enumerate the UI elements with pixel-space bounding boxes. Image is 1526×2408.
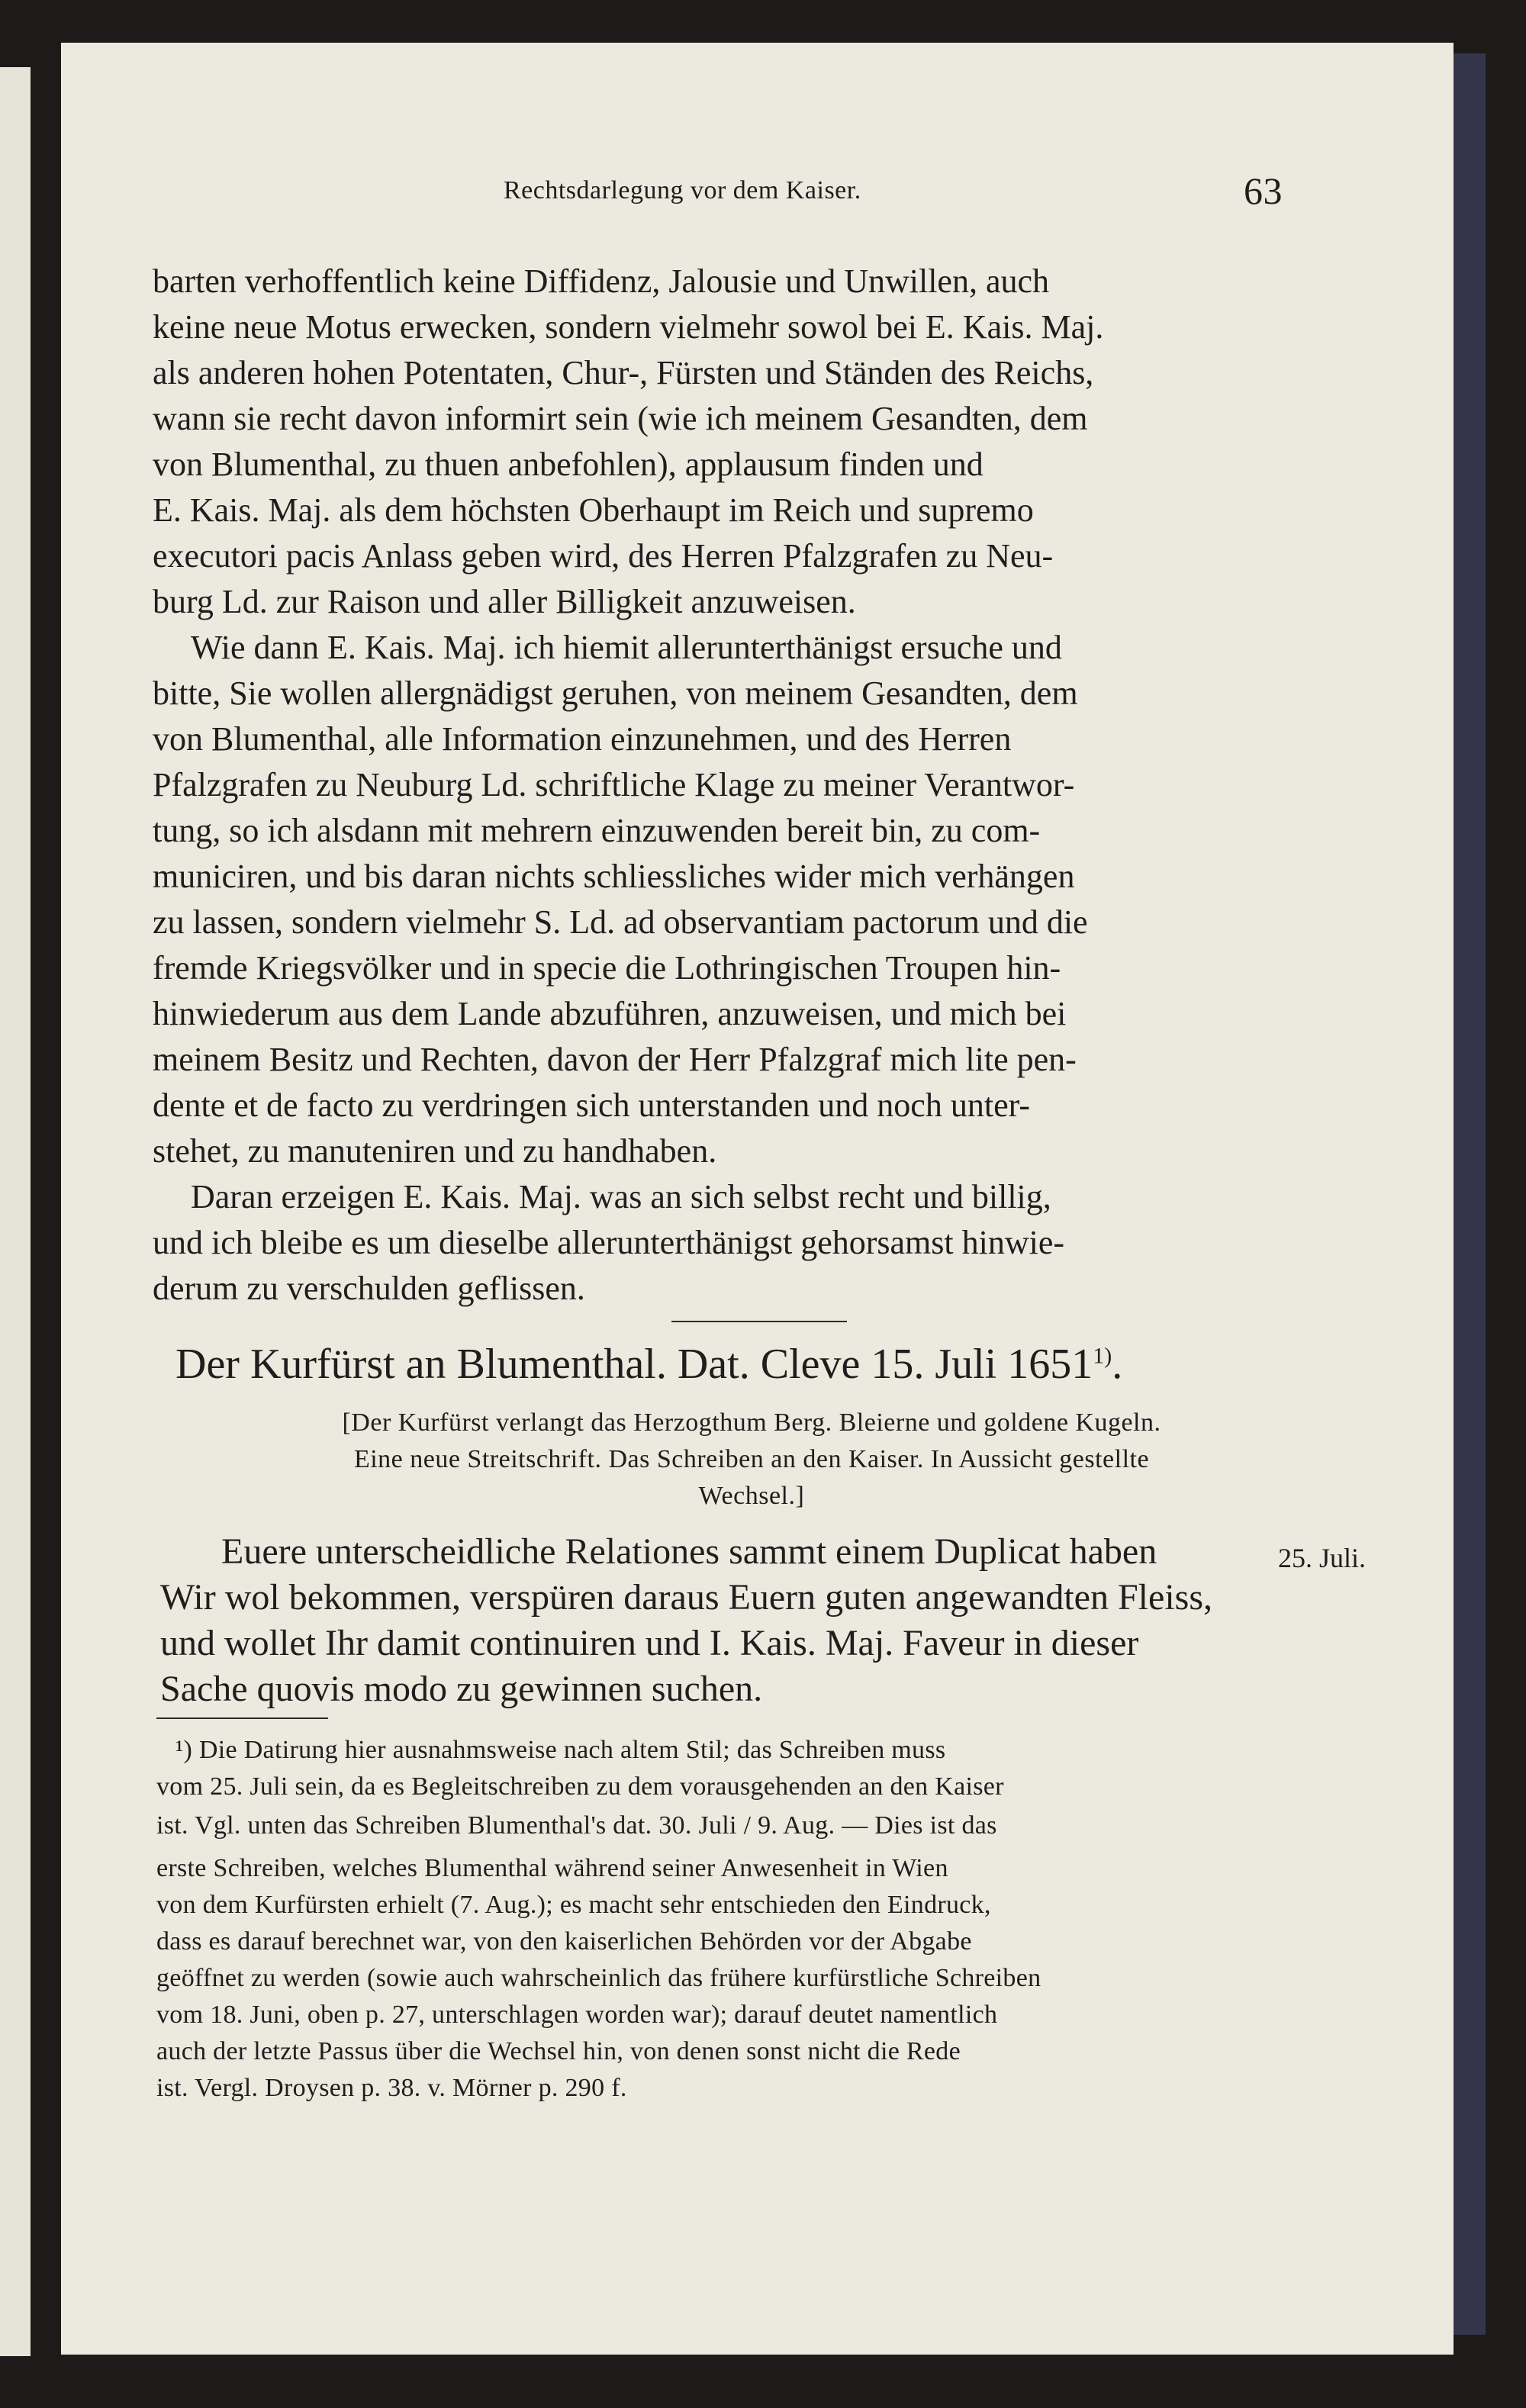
footnote-line: von dem Kurfürsten erhielt (7. Aug.); es macht sehr entschieden den Eindruck,	[156, 1891, 991, 1919]
book-page	[61, 43, 1454, 2355]
letter-line: Euere unterscheidliche Relationes sammt einem Duplicat haben	[221, 1531, 1157, 1572]
section-divider	[671, 1321, 847, 1322]
body-line: wann sie recht davon informirt sein (wie ich meinem Gesandten, dem	[153, 400, 1088, 437]
body-line: barten verhoffentlich keine Diffidenz, Jalousie und Unwillen, auch	[153, 262, 1050, 300]
letter-line: und wollet Ihr damit continuiren und I. Kais. Maj. Faveur in dieser	[160, 1623, 1139, 1663]
section-title: Der Kurfürst an Blumenthal. Dat. Cleve 15. Juli 1651$^{1)}$.	[175, 1341, 1123, 1388]
body-line: fremde Kriegsvölker und in specie die Lothringischen Troupen hin-	[153, 949, 1061, 987]
body-line: E. Kais. Maj. als dem höchsten Oberhaupt im Reich und supremo	[153, 491, 1034, 529]
body-line: und ich bleibe es um dieselbe allerunterthänigst gehorsamst hinwie-	[153, 1224, 1065, 1261]
footnote-line: ¹) Die Datirung hier ausnahmsweise nach altem Stil; das Schreiben muss	[175, 1736, 946, 1764]
body-line: meinem Besitz und Rechten, davon der Herr Pfalzgraf mich lite pen-	[153, 1041, 1077, 1078]
body-line: zu lassen, sondern vielmehr S. Ld. ad observantiam pactorum und die	[153, 903, 1088, 941]
body-line: municiren, und bis daran nichts schliessliches wider mich verhängen	[153, 858, 1075, 895]
footnote-line: auch der letzte Passus über die Wechsel hin, von denen sonst nicht die Rede	[156, 2037, 961, 2065]
body-line: von Blumenthal, zu thuen anbefohlen), applausum finden und	[153, 446, 984, 483]
footnote-line: dass es darauf berechnet war, von den kaiserlichen Behörden vor der Abgabe	[156, 1927, 972, 1956]
body-line: von Blumenthal, alle Information einzunehmen, und des Herren	[153, 720, 1012, 758]
footnote-line: erste Schreiben, welches Blumenthal während seiner Anwesenheit in Wien	[156, 1854, 948, 1882]
running-header: Rechtsdarlegung vor dem Kaiser.	[504, 176, 861, 204]
body-line: als anderen hohen Potentaten, Chur-, Fürsten und Ständen des Reichs,	[153, 354, 1094, 391]
footnote-marker: 1)	[1093, 1343, 1112, 1369]
footnote-line: ist. Vergl. Droysen p. 38. v. Mörner p. 290 f.	[156, 2074, 627, 2102]
summary-line: Eine neue Streitschrift. Das Schreiben an den Kaiser. In Aussicht gestellte	[353, 1445, 1150, 1473]
summary-line: Wechsel.]	[698, 1482, 805, 1510]
footnote-rule	[156, 1717, 328, 1719]
footnote-line: vom 18. Juni, oben p. 27, unterschlagen worden war); darauf deutet namentlich	[156, 2001, 998, 2029]
body-line: Daran erzeigen E. Kais. Maj. was an sich selbst recht und billig,	[191, 1178, 1051, 1215]
body-line: Pfalzgrafen zu Neuburg Ld. schriftliche Klage zu meiner Verantwor-	[153, 766, 1075, 803]
body-line: tung, so ich alsdann mit mehrern einzuwenden bereit bin, zu com-	[153, 812, 1041, 849]
left-page-edge	[0, 67, 31, 2356]
body-line: derum zu verschulden geflissen.	[153, 1270, 585, 1307]
book-spine	[1454, 53, 1486, 2335]
body-line: burg Ld. zur Raison und aller Billigkeit anzuweisen.	[153, 583, 856, 620]
body-line: stehet, zu manuteniren und zu handhaben.	[153, 1132, 717, 1170]
body-line: bitte, Sie wollen allergnädigst geruhen, von meinem Gesandten, dem	[153, 674, 1078, 712]
body-line: Wie dann E. Kais. Maj. ich hiemit allerunterthänigst ersuche und	[191, 629, 1062, 666]
body-line: keine neue Motus erwecken, sondern vielmehr sowol bei E. Kais. Maj.	[153, 308, 1104, 346]
summary-line: [Der Kurfürst verlangt das Herzogthum Berg. Bleierne und goldene Kugeln.	[342, 1408, 1161, 1437]
body-line: hinwiederum aus dem Lande abzuführen, anzuweisen, und mich bei	[153, 995, 1067, 1032]
letter-line: Wir wol bekommen, verspüren daraus Euern guten angewandten Fleiss,	[160, 1577, 1213, 1618]
footnote-line: geöffnet zu werden (sowie auch wahrscheinlich das frühere kurfürstliche Schreiben	[156, 1964, 1041, 1992]
footnote-line: vom 25. Juli sein, da es Begleitschreiben zu dem vorausgehenden an den Kaiser	[156, 1772, 1004, 1801]
section-title-text: Der Kurfürst an Blumenthal. Dat. Cleve 15. Juli 1651	[175, 1341, 1093, 1388]
page-number: 63	[1244, 169, 1283, 212]
body-line: executori pacis Anlass geben wird, des Herren Pfalzgrafen zu Neu-	[153, 537, 1054, 575]
letter-line: Sache quovis modo zu gewinnen suchen.	[160, 1669, 763, 1709]
footnote-line: ist. Vgl. unten das Schreiben Blumenthal's dat. 30. Juli / 9. Aug. — Dies ist das	[156, 1811, 997, 1840]
margin-date: 25. Juli.	[1278, 1543, 1367, 1573]
body-line: dente et de facto zu verdringen sich unterstanden und noch unter-	[153, 1086, 1031, 1124]
